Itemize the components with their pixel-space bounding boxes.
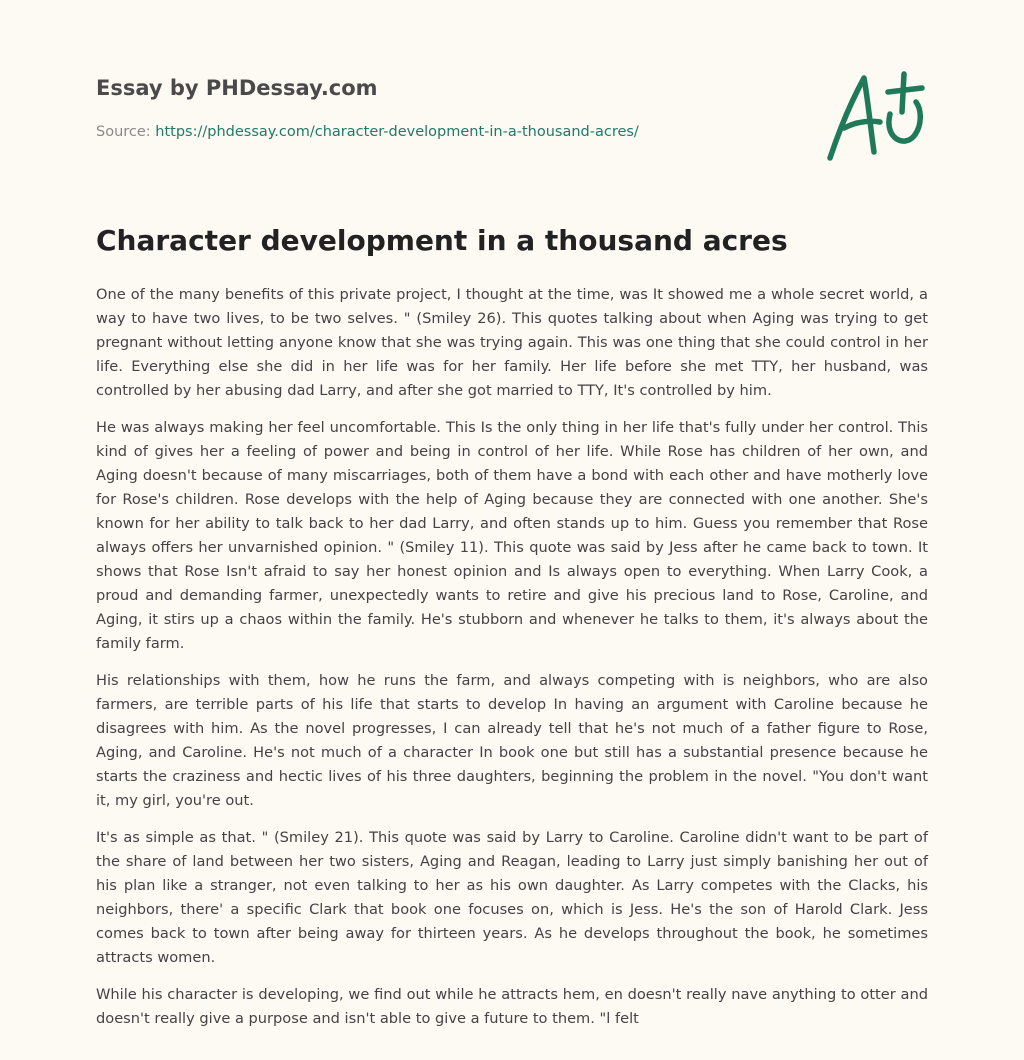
a-plus-grade-icon: [818, 66, 930, 166]
essay-paragraph: While his character is developing, we find out while he attracts hem, en doesn't really nave anything to otter and doesn't really give a purpose and isn't able to give a future to them. "l felt: [96, 986, 928, 1027]
essay-title: Character development in a thousand acres: [96, 224, 788, 257]
source-label: Source:: [96, 124, 156, 140]
source-link[interactable]: https://phdessay.com/character-development-in-a-thousand-acres/: [155, 124, 639, 140]
essay-body: [96, 283, 928, 1044]
source-line: [96, 124, 639, 140]
essay-paragraph: It's as simple as that. " (Smiley 21). This quote was said by Larry to Caroline. Caroline didn't want to be part of the share of land between her two sisters, Aging and Reagan, leading to Larry just simply banishing her out of his plan like a stranger, not even talking to her as his own daughter. As Larry competes with the Clacks, his neighbors, there' a specific Clark that book one focuses on, which is Jess. He's the son of Harold Clark. Jess comes back to town after being away for thirteen years. As he develops throughout the book, he sometimes attracts women.: [96, 829, 928, 966]
essay-paragraph: He was always making her feel uncomfortable. This Is the only thing in her life that's fully under her control. This kind of gives her a feeling of power and being in control of her life. While Rose has children of her own, and Aging doesn't because of many miscarriages, both of them have a bond with each other and have motherly love for Rose's children. Rose develops with the help of Aging because they are connected with one another. She's known for her ability to talk back to her dad Larry, and often stands up to him. Guess you remember that Rose always offers her unvarnished opinion. " (Smiley 11). This quote was said by Jess after he came back to town. It shows that Rose Isn't afraid to say her honest opinion and Is always open to everything. When Larry Cook, a proud and demanding farmer, unexpectedly wants to retire and give his precious land to Rose, Caroline, and Aging, it stirs up a chaos within the family. He's stubborn and whenever he talks to them, it's always about the family farm.: [96, 419, 928, 652]
essay-paragraph: His relationships with them, how he runs the farm, and always competing with is neighbors, who are also farmers, are terrible parts of his life that starts to develop In having an argument with Caroline because he disagrees with him. As the novel progresses, I can already tell that he's not much of a father figure to Rose, Aging, and Caroline. He's not much of a character In book one but still has a substantial presence because he starts the craziness and hectic lives of his three daughters, beginning the problem in the novel. "You don't want it, my girl, you're out.: [96, 672, 928, 809]
essay-paragraph: One of the many benefits of this private project, I thought at the time, was It showed me a whole secret world, a way to have two lives, to be two selves. " (Smiley 26). This quotes talking about when Aging was trying to get pregnant without letting anyone know that she was trying again. This was one thing that she could control in her life. Everything else she did in her life was for her family. Her life before she met TTY, her husband, was controlled by her abusing dad Larry, and after she got married to TTY, It's controlled by him.: [96, 286, 928, 399]
site-brand: Essay by PHDessay.com: [96, 76, 378, 100]
